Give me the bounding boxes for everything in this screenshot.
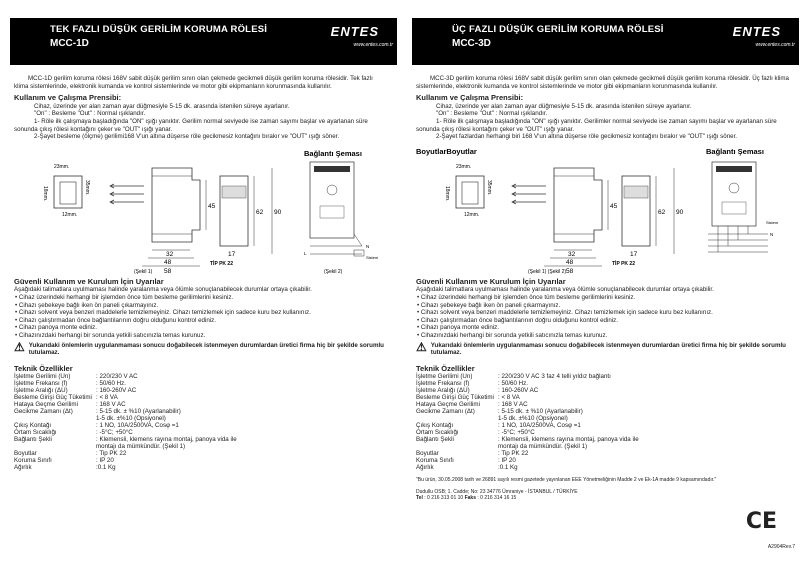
label-n: N	[366, 243, 370, 249]
dim-62: 62	[658, 208, 666, 216]
table-row	[416, 450, 639, 457]
spec-key: İşletme Frekansı (f)	[416, 380, 470, 388]
left-safety-list	[14, 294, 387, 340]
table-row	[14, 450, 237, 457]
spec-key: Besleme Girişi Güç Tüketimi	[14, 394, 92, 402]
dim-23: 23mm.	[54, 163, 70, 170]
right-title: ÜÇ FAZLI DÜŞÜK GERİLİM KORUMA RÖLESİ	[452, 24, 664, 35]
spec-value: : Klemensli, klemens rayına montaj, panoya vida ile montajı da mümkündür. (Şekil 1)	[498, 436, 639, 451]
left-warning: ⚠ Yukarıdaki önlemlerin uygulanmaması sonucu doğabilecek istenmeyen durumlardan üretici firma hiç bir şekilde sorumlu tutulamaz.	[14, 339, 384, 357]
spec-value: : 160-260V AC	[498, 387, 539, 395]
left-body	[10, 75, 397, 471]
table-row	[416, 408, 639, 422]
right-principle-line: Cihaz, üzerinde yer alan zaman ayar düğmesiyle 5-15 dk. arasında istenilen süreye ayarlanır.	[436, 102, 692, 110]
right-principle-title: Kullanım ve Çalışma Prensibi:	[416, 93, 524, 103]
table-row	[14, 373, 237, 380]
tip-label: TİP PK 22	[612, 260, 635, 267]
left-principle-line: 2-Şayet besleme (ölçme) gerilimi168 V'un altına düşerse röle gecikmesiz kontağını bırakır ve "OUT" ışığı söner.	[34, 133, 340, 141]
table-row	[14, 457, 237, 464]
list-item: • Cihazınızdaki herhangi bir sorunda yetkili satıcınızla temas kurunuz.	[15, 331, 206, 339]
spec-value: : -5°C; +50°C	[96, 429, 133, 437]
spec-key: Ortam Sıcaklığı	[14, 429, 57, 437]
side-profile	[554, 168, 602, 242]
list-item: • Cihaz üzerindeki herhangi bir işlemden önce tüm besleme gerilimlerini kesiniz.	[15, 293, 234, 301]
tip-label: TİP PK 22	[210, 260, 233, 267]
list-item: • Cihazı solvent veya benzeri maddelerle temizlemeyiniz. Cihazı temizlemek için sadece kuru bez kullanınız.	[417, 309, 713, 317]
right-specs-title: Teknik Özellikler	[416, 363, 475, 373]
left-specs-title: Teknik Özellikler	[14, 363, 73, 373]
right-diagram	[416, 146, 789, 274]
footnote: "Bu ürün, 30.05.2008 tarih ve 26891 sayılı resmi gazetede yayınlanan EEE Yönetmeliğinin Madde 2 ve Ek-1A madde 9 kapsamındadır."	[416, 477, 717, 484]
list-item: • Cihazı solvent veya benzeri maddelerle temizlemeyiniz. Cihazı temizlemek için sadece kuru bez kullanınız.	[15, 309, 311, 317]
side-profile	[152, 168, 200, 242]
dim-12: 12mm.	[464, 211, 480, 218]
spec-value: : 168 V AC	[96, 401, 126, 409]
spec-key: İşletme Gerilimi (Un)	[416, 373, 473, 381]
revision-code: A2904Rev.7	[767, 544, 795, 550]
table-row	[416, 373, 639, 380]
right-model: MCC-3D	[452, 38, 491, 49]
spec-key: Hataya Geçme Gerilimi	[14, 401, 78, 409]
spec-value: : 220/230 V AC	[96, 373, 138, 381]
table-row	[14, 387, 237, 394]
list-item: • Cihazı çalıştırmadan önce bağlantılarının doğru olduğunu kontrol ediniz.	[15, 316, 216, 324]
warning-icon: ⚠	[416, 339, 427, 354]
spec-value: : 168 V AC	[498, 401, 528, 409]
fig-label: (Şekil 1) (Şekil 2)	[528, 268, 567, 274]
spec-value: : IP 20	[96, 457, 114, 465]
left-principle-line: Cihaz, üzerinde yer alan zaman ayar düğmesiyle 5-15 dk. arasında istenilen süreye ayarlanır.	[34, 102, 290, 110]
spec-key: Ağırlık	[14, 464, 32, 472]
dim-18: 18mm.	[444, 185, 450, 202]
list-item: • Cihazı panoya monte ediniz.	[15, 324, 97, 332]
tel-value: : 0 216 313 01 10	[424, 495, 464, 502]
dim-35: 35mm.	[486, 179, 492, 196]
spec-value: :0.1 Kg	[498, 464, 518, 472]
spec-key: Gecikme Zamanı (Δt)	[416, 408, 475, 416]
spec-key: İşletme Gerilimi (Un)	[14, 373, 71, 381]
table-row	[416, 457, 639, 464]
right-dimension-drawing	[416, 146, 796, 274]
right-header	[412, 18, 799, 65]
dim-23: 23mm.	[456, 163, 472, 170]
table-row	[416, 464, 639, 471]
left-web: www.entes.com.tr	[353, 42, 393, 48]
table-row	[14, 422, 237, 429]
right-body	[412, 75, 799, 502]
label-n: N	[770, 231, 774, 237]
address: Dudullu OSB; 1. Cadde; No: 23 34776 Ümraniye - İSTANBUL / TÜRKİYE	[416, 488, 578, 495]
table-row	[416, 394, 639, 401]
label-sistem: Sistem	[366, 254, 379, 260]
right-principle-line: "On" : Besleme "Out" : Normal ışıklandır.	[436, 110, 548, 118]
dim-17: 17	[630, 250, 638, 258]
dim-48: 48	[164, 258, 172, 266]
table-row	[14, 429, 237, 436]
spec-key: Boyutlar	[14, 450, 37, 458]
table-row	[416, 401, 639, 408]
right-logo: ENTES	[732, 24, 781, 39]
spec-key: Boyutlar	[416, 450, 439, 458]
spec-key: Gecikme Zamanı (Δt)	[14, 408, 73, 416]
dim-35: 35mm.	[84, 179, 90, 196]
left-safety-title: Güvenli Kullanım ve Kurulum İçin Uyarılar	[14, 276, 164, 286]
wiring-title: Bağlantı Şeması	[706, 146, 764, 156]
dim-32: 32	[568, 250, 576, 258]
spec-key: Hataya Geçme Gerilimi	[416, 401, 480, 409]
spec-value: : < 8 VA	[96, 394, 118, 402]
dim-12: 12mm.	[62, 211, 78, 218]
dim-32: 32	[166, 250, 174, 258]
spec-value: : Klemensli, klemens rayına montaj, panoya vida ile montajı da mümkündür. (Şekil 1)	[96, 436, 237, 451]
right-page	[412, 0, 799, 568]
right-safety-title: Güvenli Kullanım ve Kurulum İçin Uyarılar	[416, 276, 566, 286]
right-safety-list	[416, 294, 789, 340]
spec-value: : 5-15 dk. ± %10 (Ayarlanabilir) 1-5 dk. ±%10 (Opsiyonel)	[96, 408, 181, 423]
spec-value: : 160-260V AC	[96, 387, 137, 395]
list-item: • Cihazı şebekeye bağlı iken ön paneli çıkarmayınız.	[417, 301, 561, 309]
table-row	[416, 436, 639, 450]
list-item: • Cihazı şebekeye bağlı iken ön paneli çıkarmayınız.	[15, 301, 159, 309]
dim-58: 58	[566, 267, 574, 274]
spec-key: İşletme Frekansı (f)	[14, 380, 68, 388]
right-intro: MCC-3D gerilim koruma rölesi 168V sabit düşük gerilim sınırı olan çekmede gecikmeli düşük gerilim koruma rölesidir. Üç fazlı klima sistemlerinde, elektronik kumanda ve kontrol sistemlerinde ve motor gibi ekipmanların korunmasında kullanılır.	[416, 75, 789, 90]
dim-45: 45	[208, 202, 216, 210]
faks-label: Faks	[464, 495, 476, 502]
right-warning: ⚠ Yukarıdaki önlemlerin uygulanmaması sonucu doğabilecek istenmeyen durumlardan üretici firma hiç bir şekilde sorumlu tutulamaz.	[416, 339, 786, 357]
left-dimension-drawing	[14, 146, 394, 274]
ce-mark: CE	[745, 509, 777, 534]
left-safety-intro: Aşağıdaki talimatlara uyulmaması halinde yaralanma veya ölümle sonuçlanabilecek durumlar ortaya çıkabilir.	[14, 286, 312, 294]
left-principle-line: 1- Röle ilk çalışmaya başladığında "ON" ışığı yanıktır. Gerilim normal seviyede ise zaman sayımı başlar ve ayarlanan süre sonunda çıkış rölesi kontağını çeker ve "OUT" ışığı yanar.	[14, 117, 368, 133]
spec-value: : 220/230 V AC 3 faz 4 telli yıldız bağlantı	[498, 373, 611, 381]
left-specs-table	[14, 373, 237, 471]
spec-key: Çıkış Kontağı	[14, 422, 52, 430]
dim-90: 90	[676, 208, 684, 216]
list-item: • Cihazı çalıştırmadan önce bağlantılarının doğru olduğunu kontrol ediniz.	[417, 316, 618, 324]
arrows	[512, 184, 546, 204]
spec-value: : 50/60 Hz.	[498, 380, 528, 388]
left-logo: ENTES	[330, 24, 379, 39]
dim-58: 58	[164, 267, 172, 274]
left-title: TEK FAZLI DÜŞÜK GERİLİM KORUMA RÖLESİ	[50, 24, 268, 35]
wiring-device	[310, 162, 354, 238]
dim-62: 62	[256, 208, 264, 216]
left-intro: MCC-1D gerilim koruma rölesi 168V sabit düşük gerilim sınırı olan çekmede gecikmeli düşük gerilim koruma rölesidir. Tek fazlı klima sistemlerinde, elektronik kumanda ve kontrol sistemlerinde ve motor gibi ekipmanların korunmasında kullanılır.	[14, 75, 373, 90]
left-page	[10, 0, 397, 568]
spec-value: : < 8 VA	[498, 394, 520, 402]
right-specs-table	[416, 373, 639, 471]
spec-key: Çıkış Kontağı	[416, 422, 454, 430]
spec-value: :0.1 Kg	[96, 464, 116, 472]
spec-key: Bağlantı Şekli	[14, 436, 52, 444]
tel-label: Tel	[416, 495, 423, 502]
spec-value: : Tip PK 22	[96, 450, 127, 458]
list-item: • Cihazınızdaki herhangi bir sorunda yetkili satıcınızla temas kurunuz.	[417, 331, 608, 339]
table-row	[416, 380, 639, 387]
fig1-label: (Şekil 1)	[134, 268, 153, 274]
spec-value: : 50/60 Hz.	[96, 380, 126, 388]
spec-key: Ağırlık	[416, 464, 434, 472]
spec-key: Koruma Sınıfı	[416, 457, 454, 465]
right-principle-line: 1- Röle ilk çalışmaya başladığında "ON" ışığı yanıktır. Gerilimler normal seviyede ise zaman sayımı başlar ve ayarlanan süre sonunda çıkış rölesi kontağını çeker ve "OUT" ışığı yanar.	[416, 117, 777, 133]
table-row	[14, 401, 237, 408]
left-principle-line: "On" : Besleme "Out" : Normal ışıklandır.	[34, 110, 146, 118]
list-item: • Cihazı panoya monte ediniz.	[417, 324, 499, 332]
fig2-label: (Şekil 2)	[324, 268, 343, 274]
left-diagram	[14, 146, 387, 274]
dim-18: 18mm.	[42, 185, 48, 202]
table-row	[14, 436, 237, 450]
spec-key: Ortam Sıcaklığı	[416, 429, 459, 437]
dim-17: 17	[228, 250, 236, 258]
spec-key: Bağlantı Şekli	[416, 436, 454, 444]
left-model: MCC-1D	[50, 38, 89, 49]
spec-key: İşletme Aralığı (ΔU)	[416, 387, 470, 395]
faks-value: : 0 216 314 16 15	[477, 495, 517, 502]
table-row	[14, 394, 237, 401]
wiring-title: Bağlantı Şeması	[304, 148, 362, 158]
dim-90: 90	[274, 208, 282, 216]
right-principle-line: 2-Şayet fazlardan herhangi biri 168 V'un altına düşerse röle gecikmesiz kontağını bırakır ve "OUT" ışığı söner.	[436, 133, 738, 141]
left-header	[10, 18, 397, 65]
table-row	[416, 387, 639, 394]
right-web: www.entes.com.tr	[755, 42, 795, 48]
table-row	[14, 464, 237, 471]
spec-value: : Tip PK 22	[498, 450, 529, 458]
contact	[416, 495, 789, 502]
spec-value: : 1 NO, 10A/2500VA, Cosφ =1	[96, 422, 179, 430]
dim-48: 48	[566, 258, 574, 266]
list-item: • Cihaz üzerindeki herhangi bir işlemden önce tüm besleme gerilimlerini kesiniz.	[417, 293, 636, 301]
dim-45: 45	[610, 202, 618, 210]
label-sistem: Sistem	[766, 219, 779, 225]
label-l: L	[304, 250, 307, 256]
spec-key: Besleme Girişi Güç Tüketimi	[416, 394, 494, 402]
left-principle-title: Kullanım ve Çalışma Prensibi:	[14, 93, 122, 103]
right-safety-intro: Aşağıdaki talimatlara uyulmaması halinde yaralanma veya ölümle sonuçlanabilecek durumlar ortaya çıkabilir.	[416, 286, 714, 294]
spec-key: Koruma Sınıfı	[14, 457, 52, 465]
warning-icon: ⚠	[14, 339, 25, 354]
boyutlar-label: BoyutlarBoyutlar	[416, 146, 477, 156]
table-row	[14, 380, 237, 387]
spec-value: : IP 20	[498, 457, 516, 465]
table-row	[416, 422, 639, 429]
spec-value: : 5-15 dk. ± %10 (Ayarlanabilir) 1-5 dk. ±%10 (Opsiyonel)	[498, 408, 583, 423]
table-row	[14, 408, 237, 422]
right-footer	[416, 477, 789, 502]
spec-key: İşletme Aralığı (ΔU)	[14, 387, 68, 395]
spec-value: : 1 NO, 10A/2500VA, Cosφ =1	[498, 422, 581, 430]
spec-value: : -5°C; +50°C	[498, 429, 535, 437]
arrows	[110, 184, 144, 204]
table-row	[416, 429, 639, 436]
